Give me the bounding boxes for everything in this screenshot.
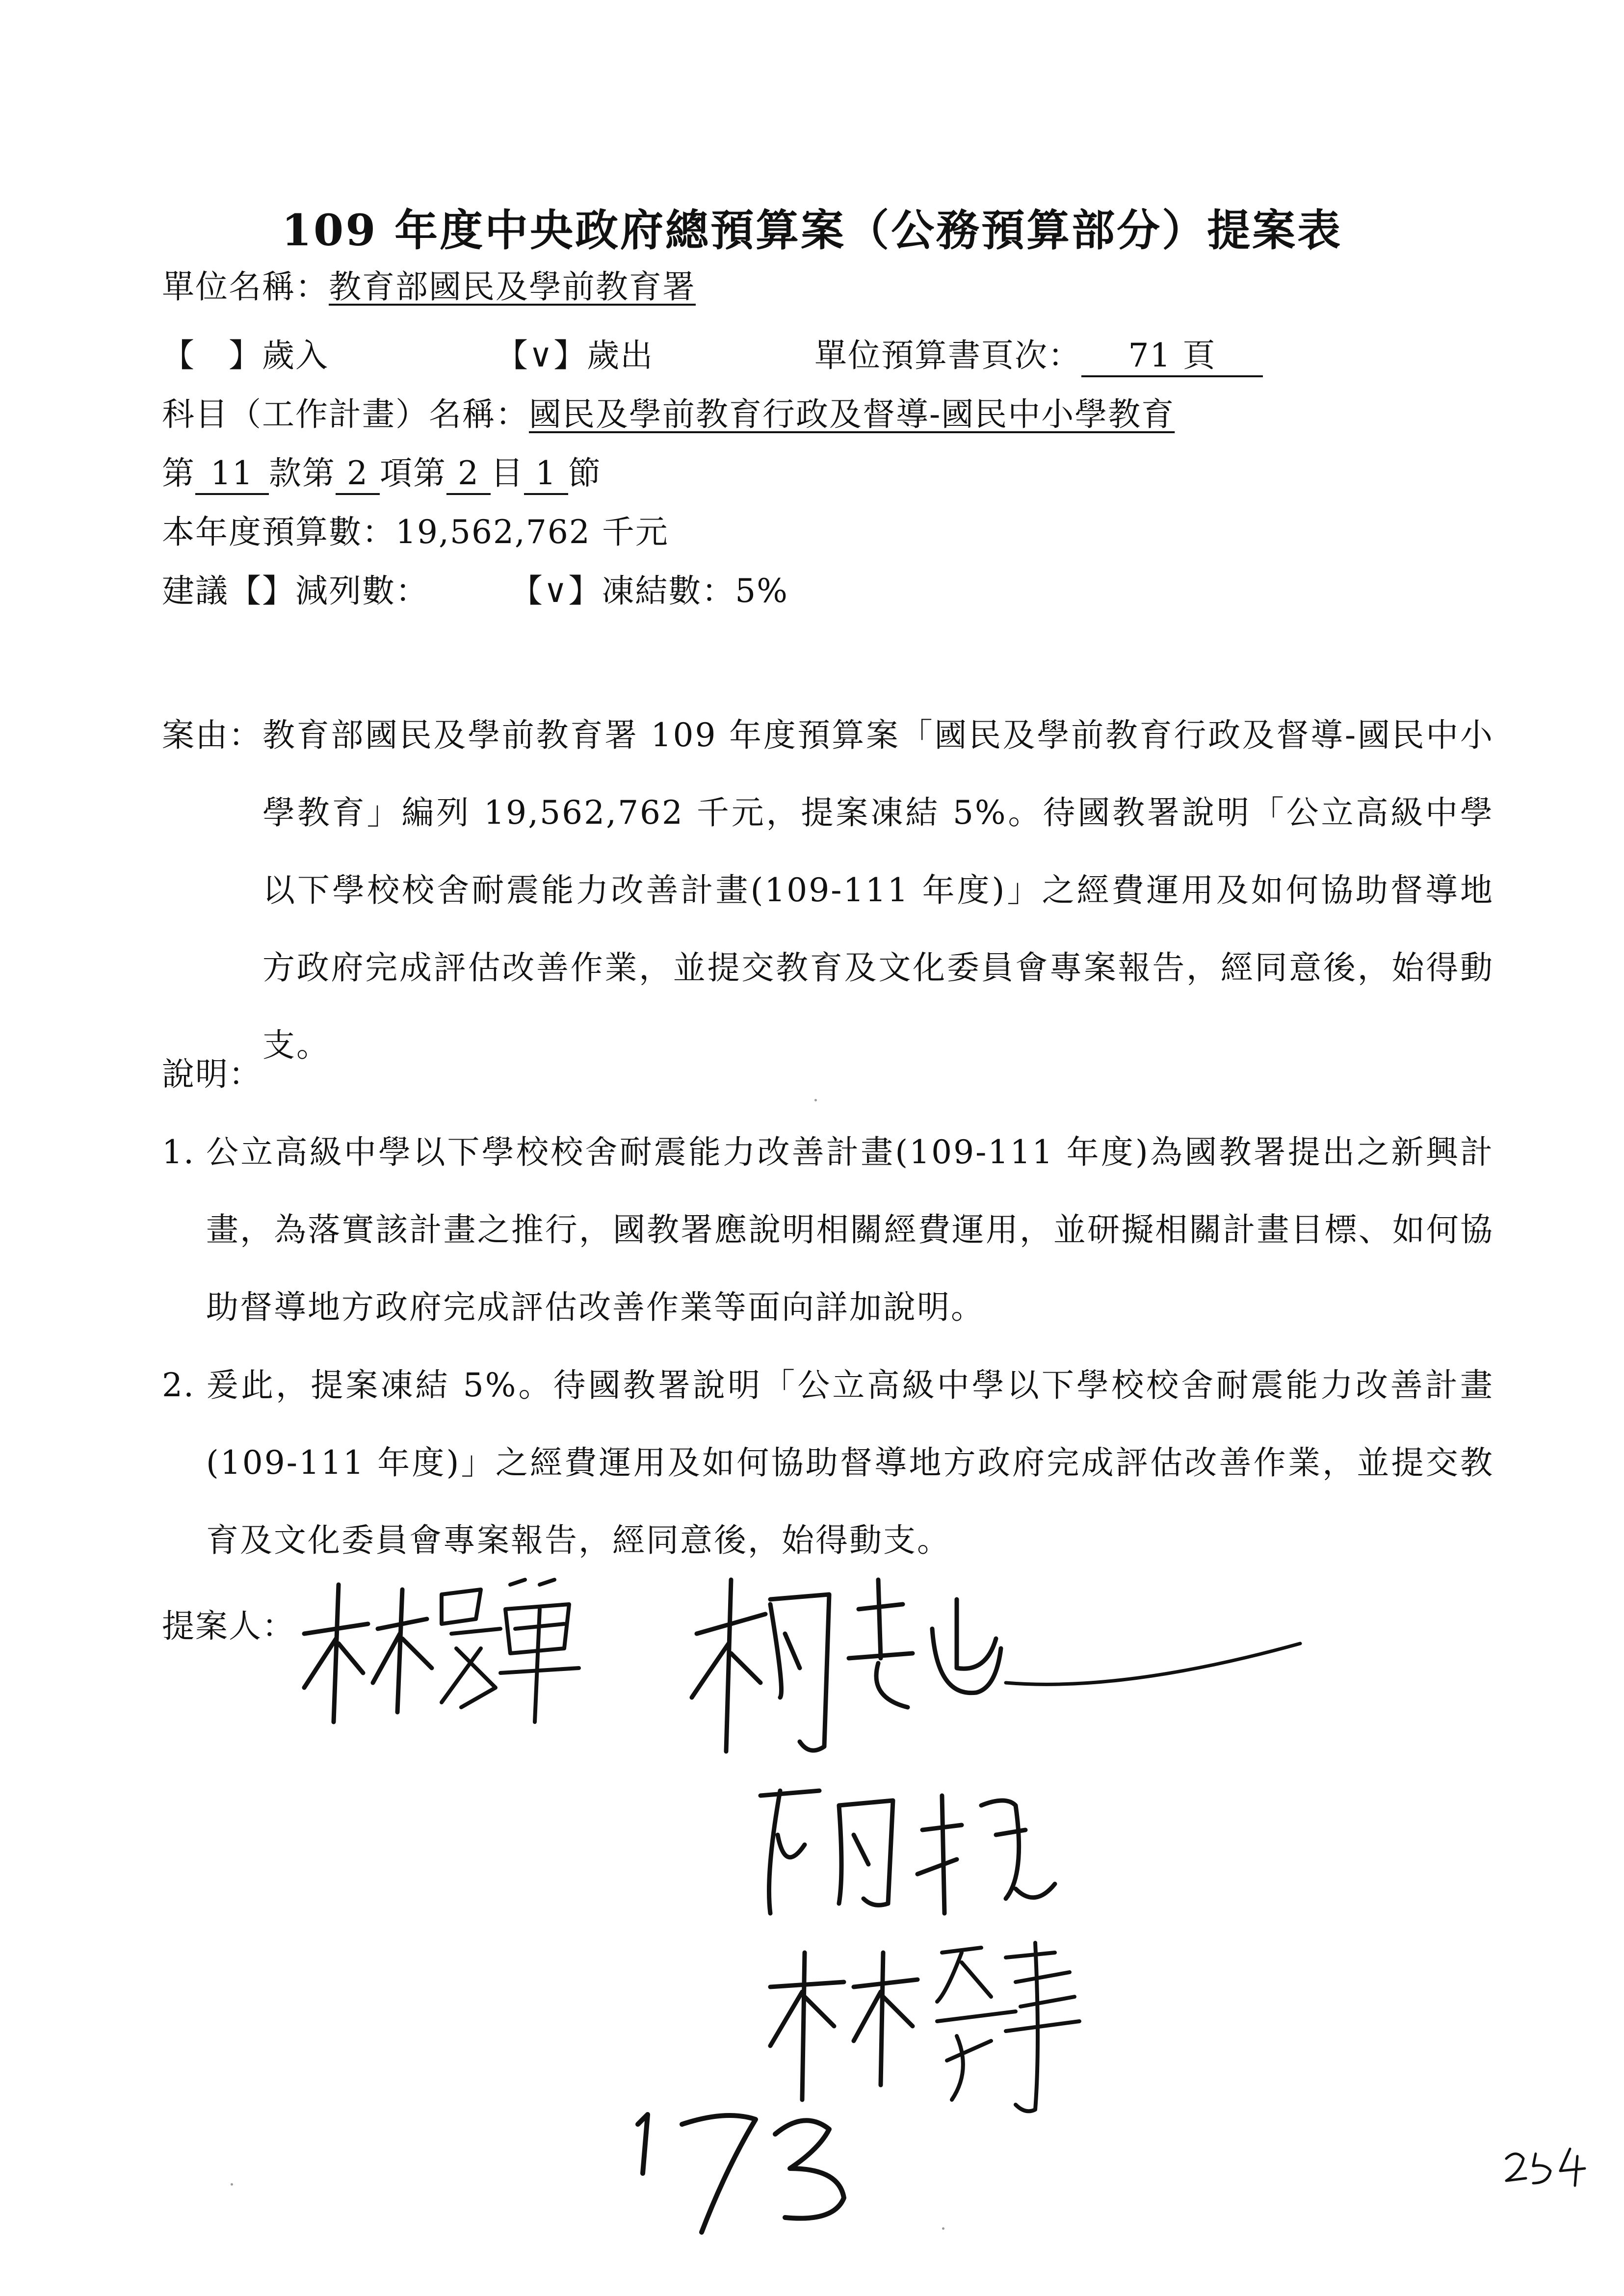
page-stamp-handwritten	[1501, 2144, 1595, 2190]
section-text-1: 第	[162, 454, 195, 492]
explanation-item-1-num: 1.	[162, 1133, 195, 1171]
signature-4	[760, 1923, 1084, 2121]
reason-text: 教育部國民及學前教育署 109 年度預算案「國民及學前教育行政及督導-國民中小學教育」編列 19,562,762 千元，提案凍結 5%。待國教署說明「公立高級中學以下學校校舍耐震能力改善計畫(109-111 年度)」之經費運用及如何協助督導地方政府完成評估改善作業，並提交教育及文化委員會專案報告，經同意後，始得動支。	[262, 716, 1494, 1064]
section-row	[162, 451, 602, 496]
explanation-item-2-num: 2.	[162, 1366, 195, 1404]
page-number-row	[814, 334, 1263, 378]
section-text-3: 項第	[380, 454, 446, 492]
section-text-5: 節	[568, 454, 602, 492]
unit-name-row	[162, 265, 696, 309]
explanation-item-2-text: 爰此，提案凍結 5%。待國教署說明「公立高級中學以下學校校舍耐震能力改善計畫(109-111 年度)」之經費運用及如何協助督導地方政府完成評估改善作業，並提交教育及文化委員會專案報告，經同意後，始得動支。	[206, 1366, 1494, 1559]
page-number-value: 71 頁	[1081, 336, 1263, 377]
budget-amount: 本年度預算數：19,562,762 千元	[162, 513, 669, 551]
section-mu: 2	[446, 454, 491, 495]
handwritten-number	[628, 2095, 864, 2239]
subject-value: 國民及學前教育行政及督導-國民中小學教育	[529, 395, 1175, 433]
section-xiang: 2	[336, 454, 380, 495]
scan-speck	[942, 2227, 944, 2230]
suggestion-freeze: 【∨】凍結數：5%	[510, 572, 789, 610]
scan-speck	[814, 1099, 817, 1101]
subject-row	[162, 392, 1175, 437]
unit-name-value: 教育部國民及學前教育署	[329, 268, 696, 306]
explanation-item-1-text: 公立高級中學以下學校校舍耐震能力改善計畫(109-111 年度)為國教署提出之新興計畫，為落實該計畫之推行，國教署應說明相關經費運用，並研擬相關計畫目標、如何協助督導地方政府完成評估改善作業等面向詳加說明。	[206, 1133, 1494, 1326]
signature-1	[294, 1565, 589, 1729]
section-text-4: 目	[491, 454, 524, 492]
signature-2	[682, 1570, 1320, 1758]
subject-label: 科目（工作計畫）名稱：	[162, 395, 529, 433]
proposer-label: 提案人：	[162, 1607, 295, 1645]
reason-label: 案由：	[162, 716, 262, 754]
revenue-checkbox: 【 】歲入	[162, 337, 329, 374]
section-kuan: 11	[195, 454, 269, 495]
page-number-label: 單位預算書頁次：	[814, 337, 1081, 374]
section-text-2: 款第	[269, 454, 336, 492]
form-title: 109 年度中央政府總預算案（公務預算部分）提案表	[281, 205, 1343, 256]
signature-3	[751, 1776, 1094, 1925]
unit-name-label: 單位名稱：	[162, 268, 329, 306]
section-jie: 1	[524, 454, 568, 495]
scan-speck	[231, 2183, 233, 2186]
suggestion-reduce: 建議【】減列數：	[162, 572, 429, 610]
explanation-label: 說明：	[162, 1055, 262, 1093]
expenditure-checkbox: 【∨】歲出	[496, 337, 654, 374]
